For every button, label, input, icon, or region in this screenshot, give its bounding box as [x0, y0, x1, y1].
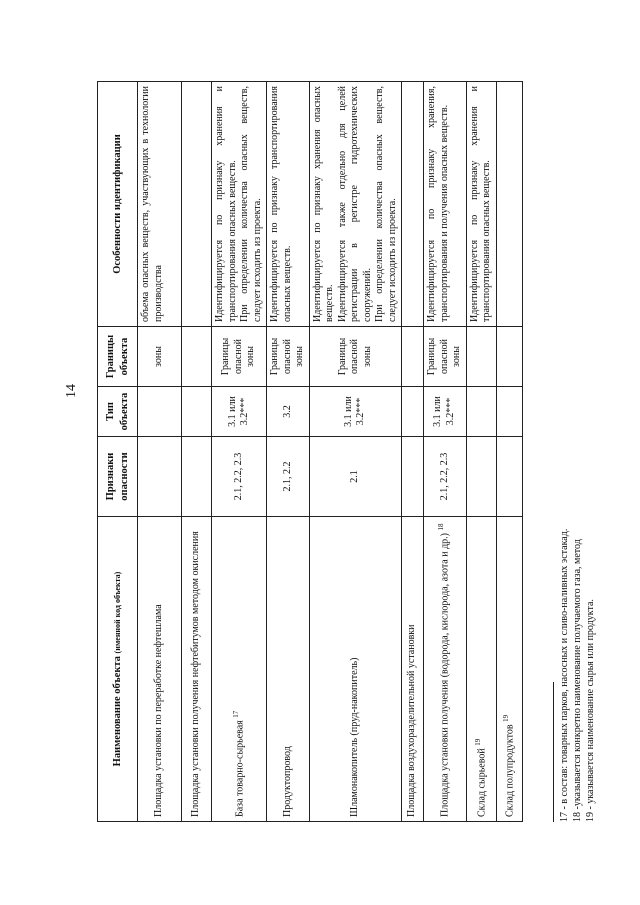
header-bounds: Границы объекта: [98, 327, 138, 387]
row-type: 3.1 или 3.2***: [309, 387, 402, 437]
row-signs: 2.1: [309, 437, 402, 517]
table-row: [309, 82, 402, 822]
footnote-ref: 17: [231, 710, 240, 718]
row-type: [182, 387, 212, 437]
row-bounds: [466, 327, 496, 387]
feature-text: Идентифицируется по признаку транспортирования опасных веществ.: [269, 86, 293, 322]
table-row: [267, 82, 310, 822]
row-signs: [138, 437, 182, 517]
row-bounds: Границы опасной зоны: [267, 327, 310, 387]
table-body: [138, 82, 523, 822]
footnotes: [553, 82, 597, 822]
feature-text: Идентифицируется также отдельно для целей регистрации в регистре гидротехнических сооружений.: [336, 86, 373, 322]
row-type: 3.1 или 3.2***: [424, 387, 467, 437]
page-number: 14: [64, 384, 79, 398]
row-name: Площадка установки получения (водорода, кислорода, азота и др.) $^{18}$: [424, 517, 467, 822]
row-features: [424, 82, 467, 327]
header-type: Тип объекта: [98, 387, 138, 437]
row-bounds: Границы опасной зоны: [212, 327, 267, 387]
row-features: [267, 82, 310, 327]
row-type: [138, 387, 182, 437]
row-name: Площадка установки по переработке нефтешлама: [138, 517, 182, 822]
row-signs: 2.1, 2.2: [267, 437, 310, 517]
row-bounds: [182, 327, 212, 387]
header-signs: Признаки опасности: [98, 437, 138, 517]
row-name: Продуктопровод: [267, 517, 310, 822]
table-row: [138, 82, 182, 822]
identification-table: [97, 81, 523, 822]
feature-text: Идентифицируется по признаку хранения и транспортирования опасных веществ.: [468, 86, 492, 322]
row-features: [496, 82, 522, 327]
row-bounds: Границы опасной зоны: [309, 327, 402, 387]
row-type: 3.2: [267, 387, 310, 437]
rotated-sheet: [97, 82, 596, 822]
table-row: [496, 82, 522, 822]
footnote-ref: 19: [473, 738, 482, 746]
footnote-19: 19 - указывается наименование сырья или продукта.: [585, 599, 596, 822]
footnote-17: 17 - в состав: товарных парков, насосных и сливо-наливных эстакад.: [559, 528, 570, 822]
feature-text: Идентифицируется по признаку хранения и транспортирования опасных веществ.: [214, 86, 238, 322]
row-name: База товарно-сырьевая $^{17}$: [212, 517, 267, 822]
feature-text: Идентифицируется по признаку хранения, транспортирования и получения опасных веществ.: [426, 86, 450, 322]
row-type: [402, 387, 424, 437]
row-name: Склад полупродуктов $^{19}$: [496, 517, 522, 822]
row-features: [466, 82, 496, 327]
table-row: [466, 82, 496, 822]
row-bounds: Границы опасной зоны: [424, 327, 467, 387]
feature-text: объема опасных веществ, участвующих в технологии производства: [140, 86, 164, 322]
row-type: 3.1 или 3.2***: [212, 387, 267, 437]
footnote-ref: 18: [437, 523, 446, 531]
row-type: [496, 387, 522, 437]
table-row: [212, 82, 267, 822]
feature-text: При определении количества опасных веществ, следует исходить из проекта.: [374, 86, 398, 322]
feature-text: Идентифицируется по признаку хранения опасных веществ.: [311, 86, 335, 322]
table-header-row: [98, 82, 138, 822]
header-features: Особенности идентификации: [98, 82, 138, 327]
row-signs: [402, 437, 424, 517]
row-features: [138, 82, 182, 327]
row-signs: [182, 437, 212, 517]
row-signs: [496, 437, 522, 517]
row-features: [402, 82, 424, 327]
row-name: Склад сырьевой $^{19}$: [466, 517, 496, 822]
row-name: Площадка воздухоразделительной установки: [402, 517, 424, 822]
row-name: Шламонакопитель (пруд-накопитель): [309, 517, 402, 822]
row-bounds: [496, 327, 522, 387]
row-name: Площадка установки получения нефтебитумов методом окисления: [182, 517, 212, 822]
footnote-ref: 19: [501, 714, 510, 722]
footnote-rule: [553, 682, 554, 822]
table-row: [182, 82, 212, 822]
row-features: [212, 82, 267, 327]
row-signs: 2.1, 2.2, 2.3: [212, 437, 267, 517]
row-features: [309, 82, 402, 327]
footnote-18: 18 -указывается конкретно наименование получаемого газа, метод: [572, 539, 583, 822]
row-signs: 2.1, 2.2, 2.3: [424, 437, 467, 517]
row-bounds: [402, 327, 424, 387]
row-bounds: зоны: [138, 327, 182, 387]
row-signs: [466, 437, 496, 517]
table-row: [424, 82, 467, 822]
feature-text: При определении количества опасных веществ, следует исходить из проекта.: [239, 86, 263, 322]
row-features: [182, 82, 212, 327]
header-name: Наименование объекта (именной код объекта): [98, 517, 138, 822]
table-row: [402, 82, 424, 822]
row-type: [466, 387, 496, 437]
